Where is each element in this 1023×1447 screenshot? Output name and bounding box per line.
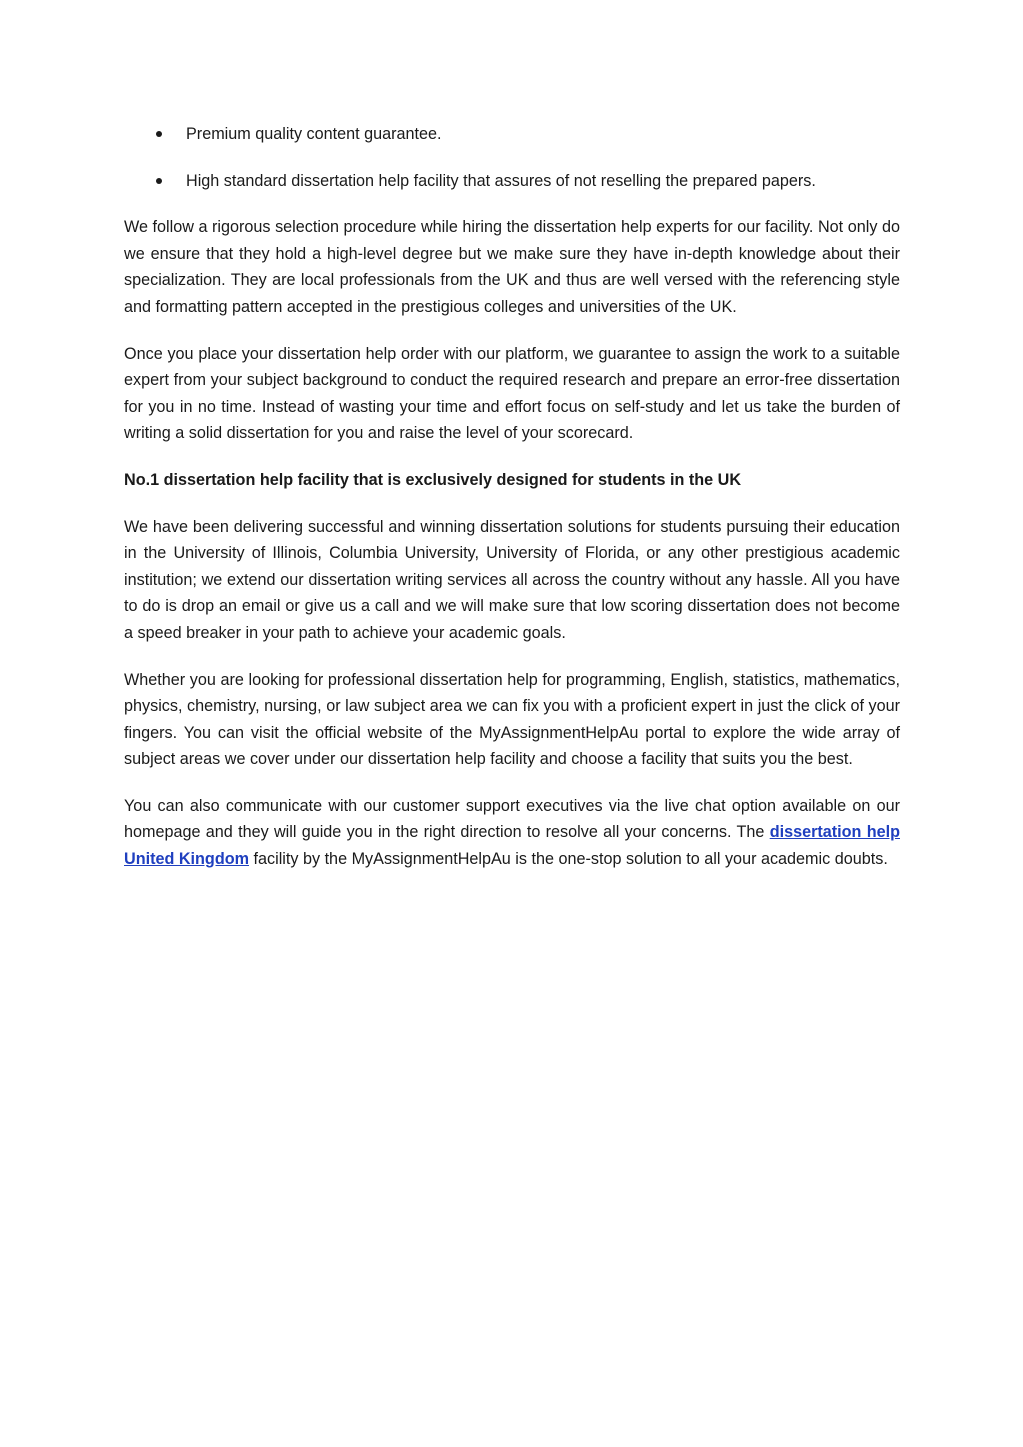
paragraph-order-process: Once you place your dissertation help order with our platform, we guarantee to assign the work to a suitable expert from your subject background to conduct the required research and prepare an error-free dissertation for you in no time. Instead of wasting your time and effort focus on self-study and let us take the burden of writing a solid dissertation for you and raise the level of your scorecard. [124, 344, 900, 443]
paragraph-support-text-before: You can also communicate with our customer support executives via the live chat option available on our homepage and they will guide you in the right direction to resolve all your concerns. The [124, 796, 900, 842]
paragraph-selection-procedure: We follow a rigorous selection procedure while hiring the dissertation help experts for our facility. Not only do we ensure that they hold a high-level degree but we make sure they have in-depth knowledge about their specialization. They are local professionals from the UK and thus are well versed with the referencing style and formatting pattern accepted in the prestigious colleges and universities of the UK. [124, 218, 900, 316]
document-body [124, 121, 900, 893]
dissertation-help-link[interactable]: dissertation help United Kingdom [124, 823, 900, 869]
paragraph-universities: We have been delivering successful and winning dissertation solutions for students pursuing their education in the University of Illinois, Columbia University, University of Florida, or any other prestigious academic institution; we extend our dissertation writing services all across the country without any hassle. All you have to do is drop an email or give us a call and we will make sure that low scoring dissertation does not become a speed breaker in your path to achieve your academic goals. [124, 517, 900, 642]
feature-bullet-list [124, 121, 900, 194]
bullet-text: Premium quality content guarantee. [186, 125, 442, 143]
paragraph-subjects: Whether you are looking for professional dissertation help for programming, English, statistics, mathematics, physics, chemistry, nursing, or law subject area we can fix you with a proficient expert in just the click of your fingers. You can visit the official website of the MyAssignmentHelpAu portal to explore the wide array of subject areas we cover under our dissertation help facility and choose a facility that suits you the best. [124, 670, 900, 769]
bullet-item [124, 121, 900, 148]
bullet-icon [156, 178, 162, 184]
paragraph-support [124, 793, 900, 873]
paragraph-support-text-after: facility by the MyAssignmentHelpAu is the one-stop solution to all your academic doubts. [249, 850, 888, 869]
bullet-item [124, 168, 900, 195]
bullet-icon [156, 131, 162, 137]
bullet-text: High standard dissertation help facility that assures of not reselling the prepared papers. [186, 171, 816, 190]
section-heading: No.1 dissertation help facility that is exclusively designed for students in the UK [124, 470, 742, 489]
